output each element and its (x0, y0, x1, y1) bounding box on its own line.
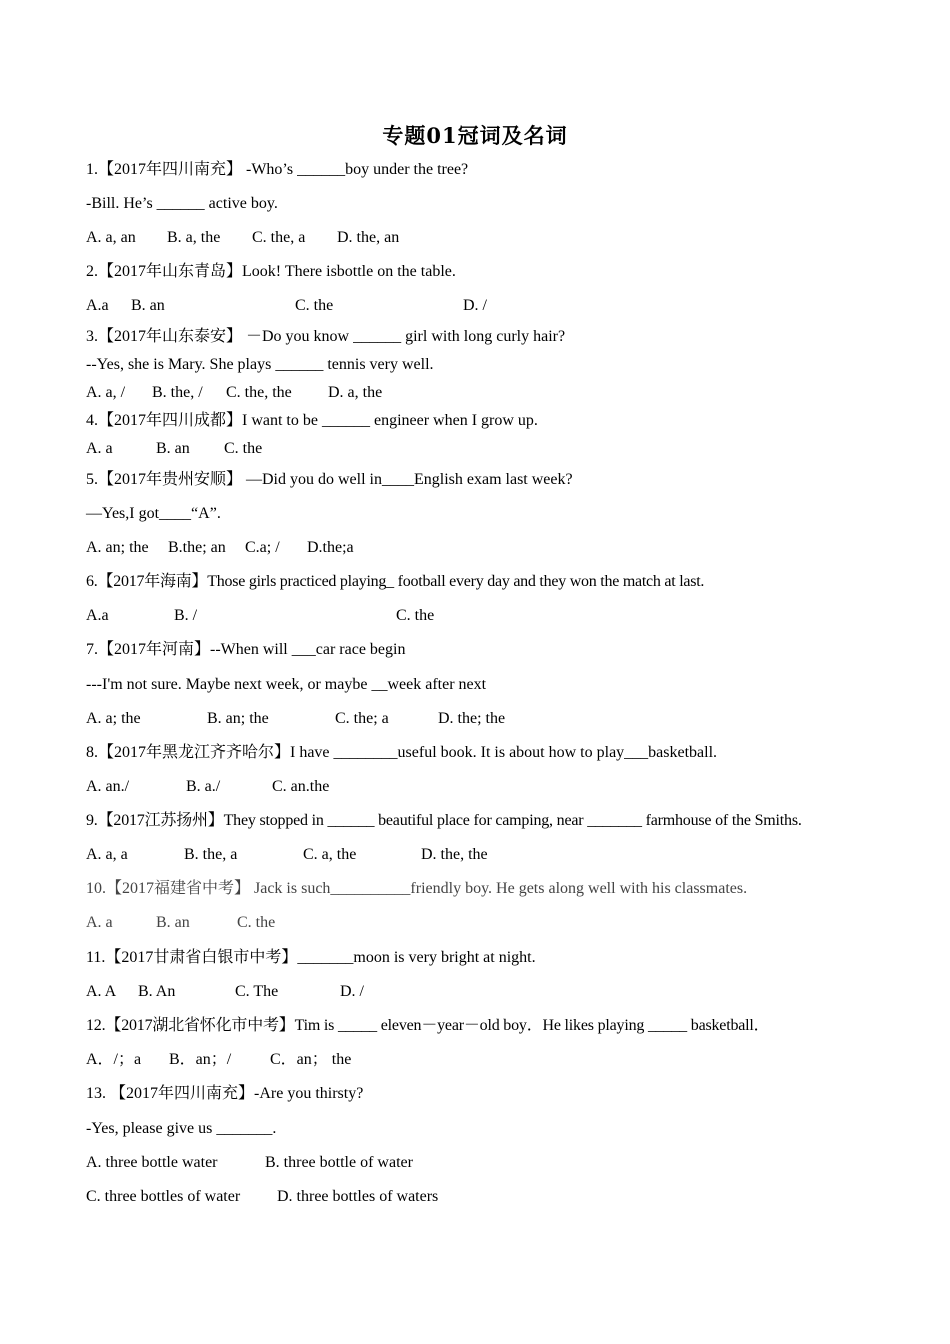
option-d: D. / (340, 983, 364, 1000)
option-b: B. an (131, 297, 165, 314)
question-8-options (0, 777, 950, 797)
option-d: D. the, the (421, 846, 488, 863)
option-a: A.a (86, 297, 109, 314)
question-10-options (0, 913, 950, 933)
question-11-options (0, 982, 950, 1002)
option-c: C. the (295, 297, 334, 314)
option-c: C. a, the (303, 846, 357, 863)
option-a: A. three bottle water (86, 1154, 218, 1171)
option-a: A. an; the (86, 539, 149, 556)
question-8-stem: 8.【2017年黑龙江齐齐哈尔】I have ________useful book. It is about how to play___basketball. (86, 744, 718, 761)
option-b: B. the, / (152, 384, 203, 401)
option-c: C.a; / (245, 539, 280, 556)
question-7-line-2: ---I'm not sure. Maybe next week, or maybe __week after next (86, 676, 487, 693)
question-6-stem: 6.【2017年海南】Those girls practiced playing_ football every day and they won the match at last. (86, 573, 705, 590)
question-3-stem: 3.【2017年山东泰安】 －Do you know ______ girl with long curly hair? (86, 328, 566, 345)
option-d: D. the, an (337, 229, 400, 246)
option-d: D. three bottles of waters (277, 1188, 439, 1205)
option-b: B. a, the (167, 229, 221, 246)
option-a: A. a (86, 440, 113, 457)
option-b: B．an；/ (169, 1051, 232, 1068)
question-13-line-2: -Yes, please give us _______. (86, 1120, 277, 1137)
option-c: C. an.the (272, 778, 330, 795)
option-a: A.a (86, 607, 109, 624)
question-1-options (0, 228, 950, 248)
option-c: C．an； the (270, 1051, 352, 1068)
question-4-options (0, 439, 950, 459)
option-a: A．/；a (86, 1051, 142, 1068)
option-c: C. the; a (335, 710, 389, 727)
question-7-stem: 7.【2017年河南】--When will ___car race begin (86, 641, 406, 658)
question-5-stem: 5.【2017年贵州安顺】 —Did you do well in____English exam last week? (86, 471, 573, 488)
option-b: B. three bottle of water (265, 1154, 413, 1171)
option-a: A. A (86, 983, 117, 1000)
option-c: C. the (237, 914, 276, 931)
question-9-options (0, 845, 950, 865)
option-c: C. the (396, 607, 435, 624)
option-b: B.the; an (168, 539, 226, 556)
question-13-options-row-1 (0, 1153, 950, 1173)
option-c: C. The (235, 983, 279, 1000)
question-4-stem: 4.【2017年四川成都】I want to be ______ engineer when I grow up. (86, 412, 538, 429)
question-10-stem: 10.【2017福建省中考】 Jack is such__________friendly boy. He gets along well with his classmates. (86, 880, 748, 897)
option-c: C. the (224, 440, 263, 457)
option-a: A. an./ (86, 778, 130, 795)
question-5-options (0, 538, 950, 558)
option-c: C. the, a (252, 229, 306, 246)
question-7-options (0, 709, 950, 729)
question-5-line-2: —Yes,I got____“A”. (86, 505, 221, 522)
option-d: D. / (463, 297, 487, 314)
question-13-options-row-2 (0, 1187, 950, 1207)
option-d: D. a, the (328, 384, 383, 401)
question-3-options (0, 383, 950, 403)
option-b: B. an (156, 914, 190, 931)
option-a: A. a; the (86, 710, 141, 727)
option-a: A. a, a (86, 846, 128, 863)
option-a: A. a, / (86, 384, 126, 401)
question-3-line-2: --Yes, she is Mary. She plays ______ tennis very well. (86, 356, 434, 373)
question-12-stem: 12.【2017湖北省怀化市中考】Tim is _____ eleven－year－old boy．He likes playing _____ basketball． (86, 1017, 770, 1034)
option-b: B. An (138, 983, 176, 1000)
option-b: B. an (156, 440, 190, 457)
question-1-line-2: -Bill. He’s ______ active boy. (86, 195, 278, 212)
option-d: D. the; the (438, 710, 506, 727)
option-c: C. the, the (226, 384, 292, 401)
question-13-stem: 13. 【2017年四川南充】-Are you thirsty? (86, 1085, 364, 1102)
question-2-options (0, 296, 950, 316)
option-b: B. / (174, 607, 198, 624)
question-2-stem: 2.【2017年山东青岛】Look! There isbottle on the table. (86, 263, 456, 280)
question-1-stem: 1.【2017年四川南充】 -Who’s ______boy under the tree? (86, 161, 469, 178)
option-b: B. an; the (207, 710, 269, 727)
option-c: C. three bottles of water (86, 1188, 241, 1205)
question-11-stem: 11.【2017甘肃省白银市中考】_______moon is very bright at night. (86, 949, 536, 966)
option-d: D.the;a (307, 539, 354, 556)
page-title: 专题01冠词及名词 (382, 123, 568, 148)
question-12-options (0, 1050, 950, 1070)
question-9-stem: 9.【2017江苏扬州】They stopped in ______ beautiful place for camping, near _______ farmhouse of the Smiths. (86, 812, 802, 829)
option-a: A. a (86, 914, 113, 931)
option-b: B. the, a (184, 846, 238, 863)
option-a: A. a, an (86, 229, 136, 246)
question-6-options (0, 606, 950, 626)
option-b: B. a./ (186, 778, 221, 795)
